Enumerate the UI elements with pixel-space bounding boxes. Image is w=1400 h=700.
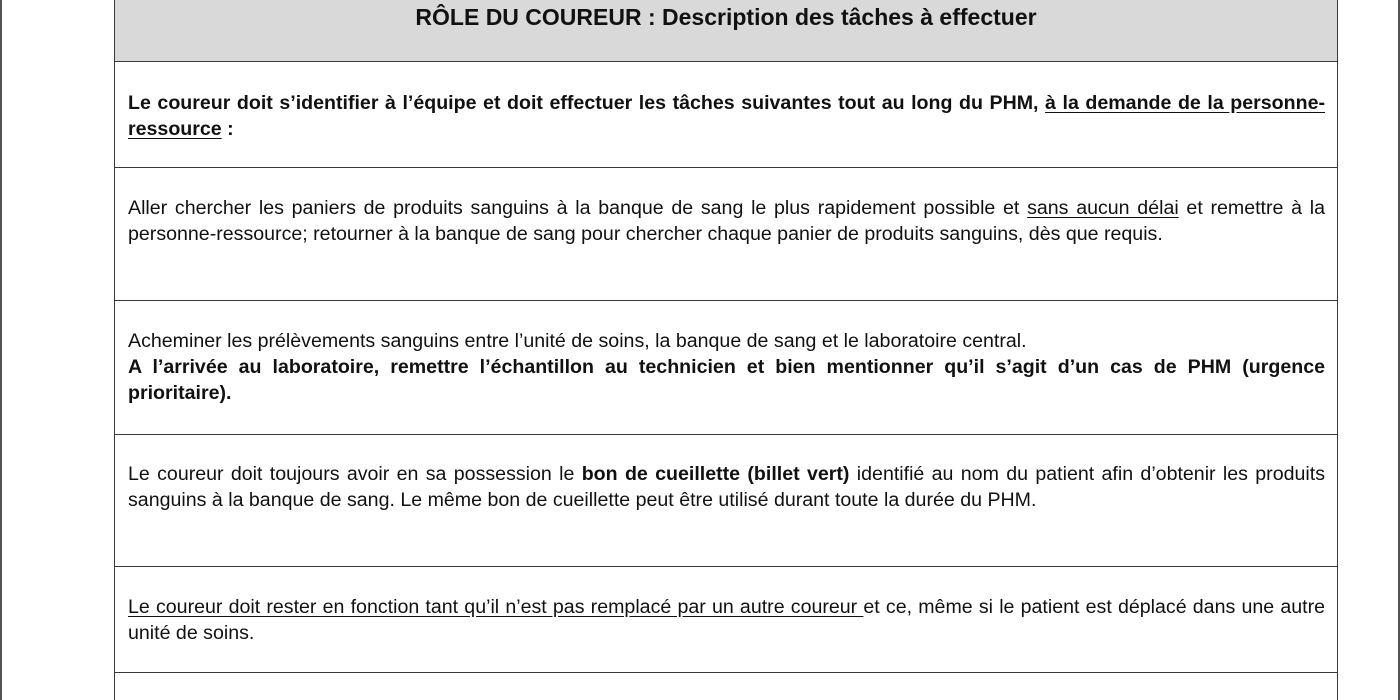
stay-on-duty-text-underlined: Le coureur doit rester en fonction tant qu’il n’est pas remplacé par un autre coureur bbox=[128, 596, 864, 618]
stay-on-duty-text bbox=[128, 594, 1325, 646]
intro-text bbox=[128, 90, 1325, 142]
table-header bbox=[115, 0, 1337, 62]
pickup-slip-text bbox=[128, 461, 1325, 513]
table-title: RÔLE DU COUREUR : Description des tâches à effectuer bbox=[415, 4, 1037, 30]
blood-baskets-text-end: et remettre à la personne-ressource; retourner à la banque de sang pour chercher chaque panier de produits sanguins, dès que requis. bbox=[128, 197, 1326, 245]
table-row-intro bbox=[115, 62, 1337, 168]
pickup-slip-text-end: identifié au nom du patient afin d’obtenir les produits sanguins à la banque de sang. Le même bon de cueillette peut être utilisé durant toute la durée du PHM. bbox=[128, 463, 1325, 511]
page-edge-left bbox=[0, 0, 2, 700]
blood-baskets-text-underlined: sans aucun délai bbox=[1027, 197, 1179, 219]
intro-text-underlined: à la demande de la personne-ressource bbox=[128, 92, 1325, 140]
blood-baskets-text-part: Aller chercher les paniers de produits sanguins à la banque de sang le plus rapidement possible et bbox=[128, 197, 1028, 219]
table-row-pickup-slip bbox=[115, 435, 1337, 567]
table-row-next bbox=[115, 673, 1337, 700]
pickup-slip-text-part: Le coureur doit toujours avoir en sa possession le bbox=[128, 463, 582, 485]
runner-role-table bbox=[114, 0, 1338, 700]
table-row-blood-samples bbox=[115, 301, 1337, 435]
table-row-blood-baskets bbox=[115, 168, 1337, 301]
intro-text-part: Le coureur doit s’identifier à l’équipe et doit effectuer les tâches suivantes tout au long du PHM, bbox=[128, 92, 1046, 114]
blood-samples-text: Acheminer les prélèvements sanguins entre l’unité de soins, la banque de sang et le laboratoire central. bbox=[128, 330, 1027, 352]
stay-on-duty-text-end: et ce, même si le patient est déplacé dans une autre unité de soins. bbox=[128, 596, 1325, 644]
blood-baskets-text bbox=[128, 195, 1325, 247]
blood-samples-bold-text: A l’arrivée au laboratoire, remettre l’échantillon au technicien et bien mentionner qu’il s’agit d’un cas de PHM (urgence prioritaire). bbox=[128, 356, 1325, 404]
intro-text-end: : bbox=[221, 118, 234, 140]
pickup-slip-text-bold: bon de cueillette (billet vert) bbox=[581, 463, 850, 485]
table-row-stay-on-duty bbox=[115, 567, 1337, 673]
